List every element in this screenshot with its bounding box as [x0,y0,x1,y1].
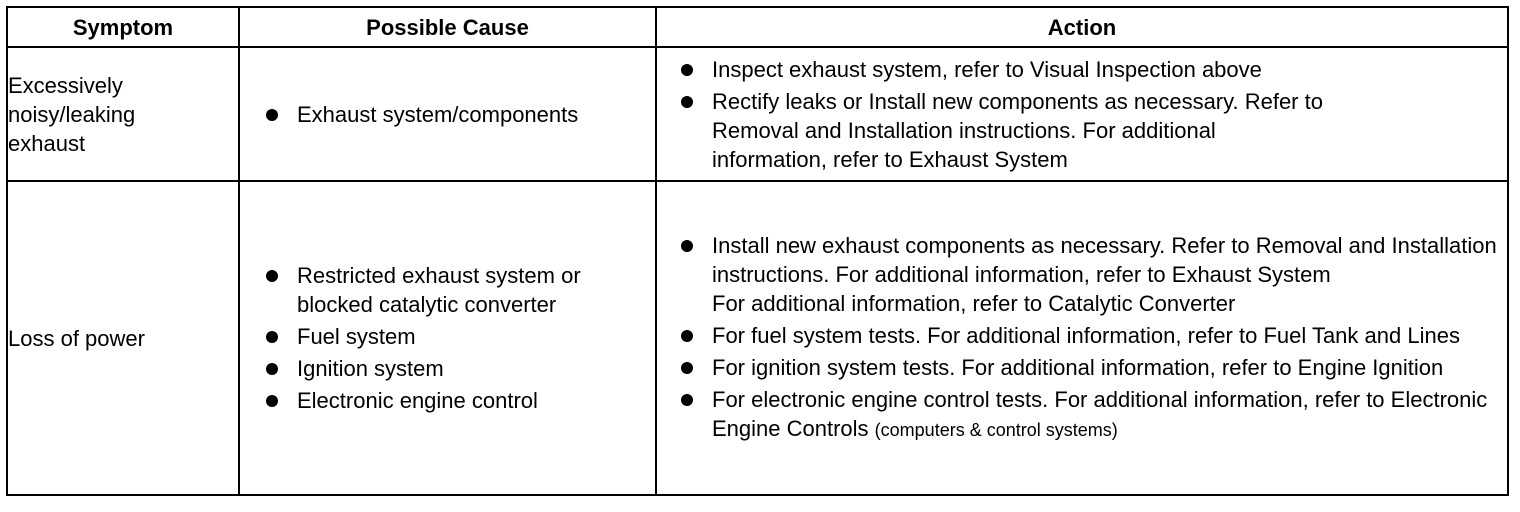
symptom-cell [7,47,239,181]
cause-item: Electronic engine control [297,386,625,415]
action-text: For electronic engine control tests. For additional information, refer to Electronic Engine Controls [712,387,1488,441]
action-item [712,385,1503,445]
cause-cell [239,181,656,495]
action-list [657,231,1507,445]
action-cell [656,181,1508,495]
action-item: For ignition system tests. For additional information, refer to Engine Ignition [712,353,1503,382]
header-symptom: Symptom [7,7,239,47]
cause-item: Exhaust system/components [297,100,651,129]
action-list [657,55,1507,174]
action-cell [656,47,1508,181]
cause-item: Fuel system [297,322,625,351]
cause-item: Restricted exhaust system or blocked catalytic converter [297,261,625,319]
symptom-table [6,6,1509,496]
action-small-text: (computers & control systems) [874,420,1118,440]
header-action: Action [656,7,1508,47]
action-item: For fuel system tests. For additional information, refer to Fuel Tank and Lines [712,321,1503,350]
cause-item: Ignition system [297,354,625,383]
action-item: Inspect exhaust system, refer to Visual Inspection above [712,55,1327,84]
symptom-cell [7,181,239,495]
cause-list [240,261,655,415]
header-row [7,7,1508,47]
action-extra-text: For additional information, refer to Catalytic Converter [712,291,1236,316]
symptom-text: Excessively noisy/leaking exhaust [8,72,136,156]
cause-cell [239,47,656,181]
table-row [7,181,1508,495]
action-item [712,231,1503,318]
symptom-text: Loss of power [8,325,145,351]
table-row [7,47,1508,181]
action-text: Install new exhaust components as necessary. Refer to Removal and Installation instructions. For additional information, refer to Exhaust System [712,233,1497,287]
action-item: Rectify leaks or Install new components as necessary. Refer to Removal and Installation instructions. For additional information, refer to Exhaust System [712,87,1327,174]
cause-list [240,100,655,129]
header-possible-cause: Possible Cause [239,7,656,47]
